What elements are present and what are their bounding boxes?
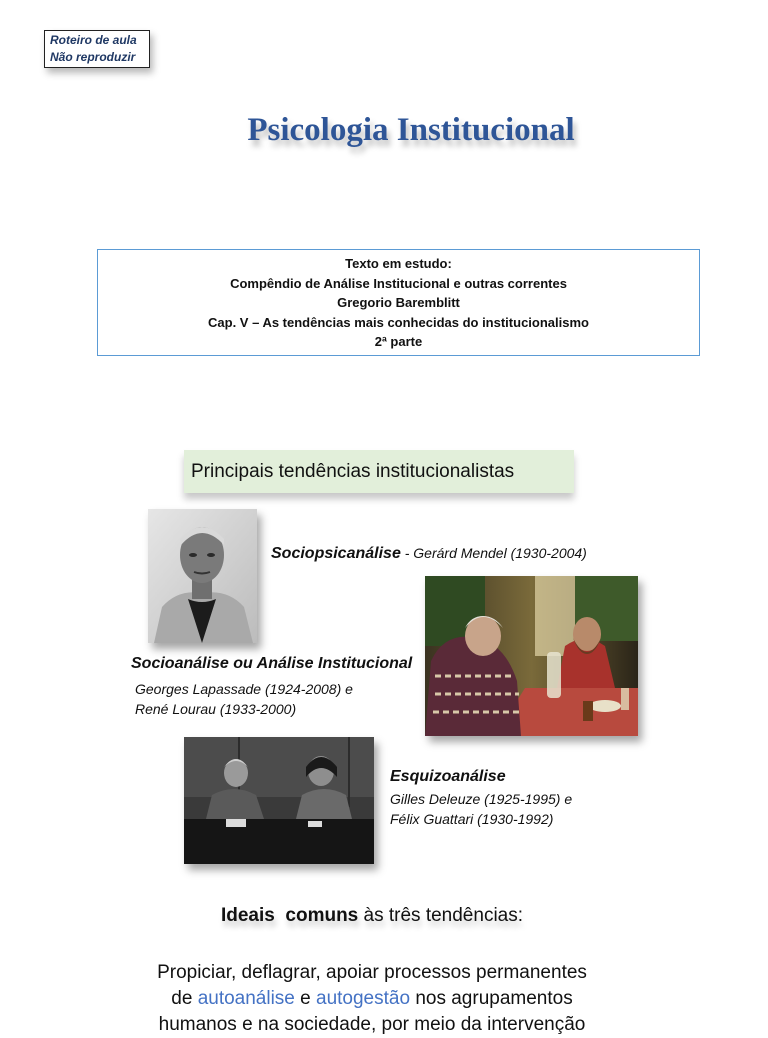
- ideas-line-2-post: nos agrupamentos: [410, 988, 573, 1009]
- ideas-title-rest: às três tendências:: [358, 905, 524, 926]
- stamp-box: [44, 30, 150, 68]
- person-deleuze: Gilles Deleuze (1925-1995) e: [390, 791, 573, 807]
- tendency-esquizoanalise-name: Esquizoanálise: [390, 768, 506, 785]
- stamp-line-1: Roteiro de aula: [50, 33, 137, 47]
- ideas-title: [0, 905, 744, 927]
- term-autogestao: autogestão: [316, 988, 411, 1009]
- reference-line-2: Compêndio de Análise Institucional e outras correntes: [230, 275, 567, 291]
- tendency-sociopsicanalise: [271, 543, 587, 563]
- reference-line-1: Texto em estudo:: [345, 256, 452, 271]
- tendency-esquizoanalise-people: [390, 789, 572, 829]
- ideas-line-2-pre: de: [171, 988, 198, 1009]
- tendency-name: Sociopsicanálise: [271, 545, 401, 562]
- table-scene-photo: [425, 576, 638, 736]
- stamp-line-2: Não reproduzir: [50, 50, 136, 64]
- section-heading: Principais tendências institucionalistas: [184, 450, 574, 493]
- reference-line-5: 2ª parte: [374, 334, 423, 349]
- ideas-title-bold: Ideais comuns: [220, 905, 359, 926]
- reference-line-4: Cap. V – As tendências mais conhecidas do institucionalismo: [208, 314, 589, 330]
- ideas-line-2: [0, 986, 744, 1012]
- tendency-socioanalise-name: Socioanálise ou Análise Institucional: [131, 655, 413, 672]
- reference-box: [97, 249, 700, 356]
- person-guattari: Félix Guattari (1930-1992): [390, 811, 554, 827]
- person-lourau: René Lourau (1933-2000): [135, 701, 297, 717]
- person-lapassade: Georges Lapassade (1924-2008) e: [135, 681, 353, 697]
- reference-line-3: Gregorio Baremblitt: [337, 295, 460, 310]
- tendency-socioanalise-people: [135, 679, 353, 719]
- page-title: Psicologia Institucional: [247, 112, 575, 148]
- ideas-line-1: Propiciar, deflagrar, apoiar processos permanentes: [157, 962, 587, 983]
- two-men-photo: [184, 737, 374, 864]
- tendency-people: Gerárd Mendel (1930-2004): [413, 545, 587, 561]
- ideas-body: [0, 960, 744, 1038]
- ideas-line-3: humanos e na sociedade, por meio da intervenção: [158, 1014, 586, 1035]
- portrait-photo: [148, 509, 257, 643]
- ideas-line-2-mid: e: [294, 988, 317, 1009]
- term-autoanalise: autoanálise: [197, 988, 295, 1009]
- tendency-separator: -: [400, 545, 414, 561]
